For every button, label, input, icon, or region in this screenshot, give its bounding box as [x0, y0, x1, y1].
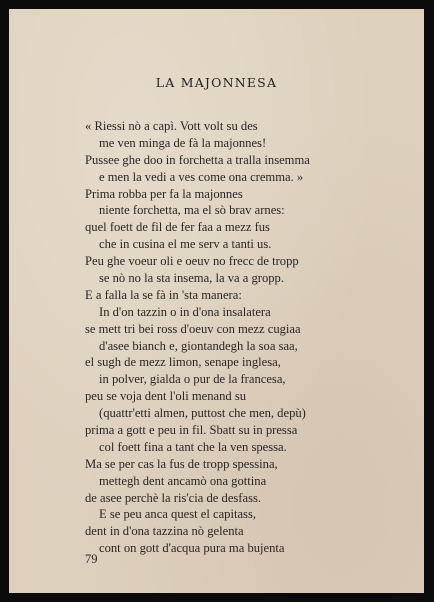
page-number: 79: [85, 552, 98, 566]
poem-line: el sugh de mezz limon, senape inglesa,: [85, 355, 281, 370]
poem-line: quel foett de fil de fer faa a mezz fus: [85, 220, 270, 235]
poem-line: se nò no la sta insema, la va a gropp.: [99, 271, 285, 286]
poem-line: d'asee bianch e, giontandegh la soa saa,: [99, 338, 298, 353]
poem-line: In d'on tazzin o in d'ona insalatera: [99, 304, 271, 319]
poem-line: cont on gott d'acqua pura ma bujenta: [99, 541, 285, 556]
poem-line: E a falla la se fà in 'sta manera:: [85, 287, 242, 302]
poem-line: de asee perchè la ris'cia de desfass.: [85, 490, 262, 505]
poem-line: Peu ghe voeur oli e oeuv no frecc de tropp: [85, 254, 299, 269]
poem-title: LA MAJONNESA: [155, 75, 278, 90]
poem-line: mettegh dent ancamò ona gottina: [99, 473, 267, 488]
poem-line: che in cusina el me serv a tanti us.: [99, 237, 272, 252]
poem-line: niente forchetta, ma el sò brav arnes:: [99, 203, 285, 218]
poem-line: se mett tri bei ross d'oeuv con mezz cugiaa: [85, 321, 301, 336]
poem-line: E se peu anca quest el capitass,: [99, 507, 257, 522]
poem-line: prima a gott e peu in fil. Sbatt su in pressa: [85, 423, 298, 438]
poem-line: peu se voja dent l'oli menand su: [85, 389, 247, 404]
poem-line: Ma se per cas la fus de tropp spessina,: [85, 456, 278, 471]
poem-line: Prima robba per fa la majonnes: [85, 186, 243, 201]
poem-line: dent in d'ona tazzina nò gelenta: [85, 524, 244, 539]
book-page: [9, 9, 424, 593]
poem-line: e men la vedi a ves come ona cremma. »: [99, 169, 304, 184]
poem-line: Pussee ghe doo in forchetta a tralla insemma: [85, 152, 310, 167]
poem-line: « Riessi nò a capì. Vott volt su des: [85, 119, 258, 133]
poem-body: [85, 118, 415, 557]
poem-line: col foett fina a tant che la ven spessa.: [99, 439, 287, 454]
poem-line: in polver, gialda o pur de la francesa,: [99, 372, 286, 387]
poem-line: (quattr'etti almen, puttost che men, depù): [99, 406, 306, 421]
poem-line: me ven minga de fà la majonnes!: [99, 135, 267, 150]
